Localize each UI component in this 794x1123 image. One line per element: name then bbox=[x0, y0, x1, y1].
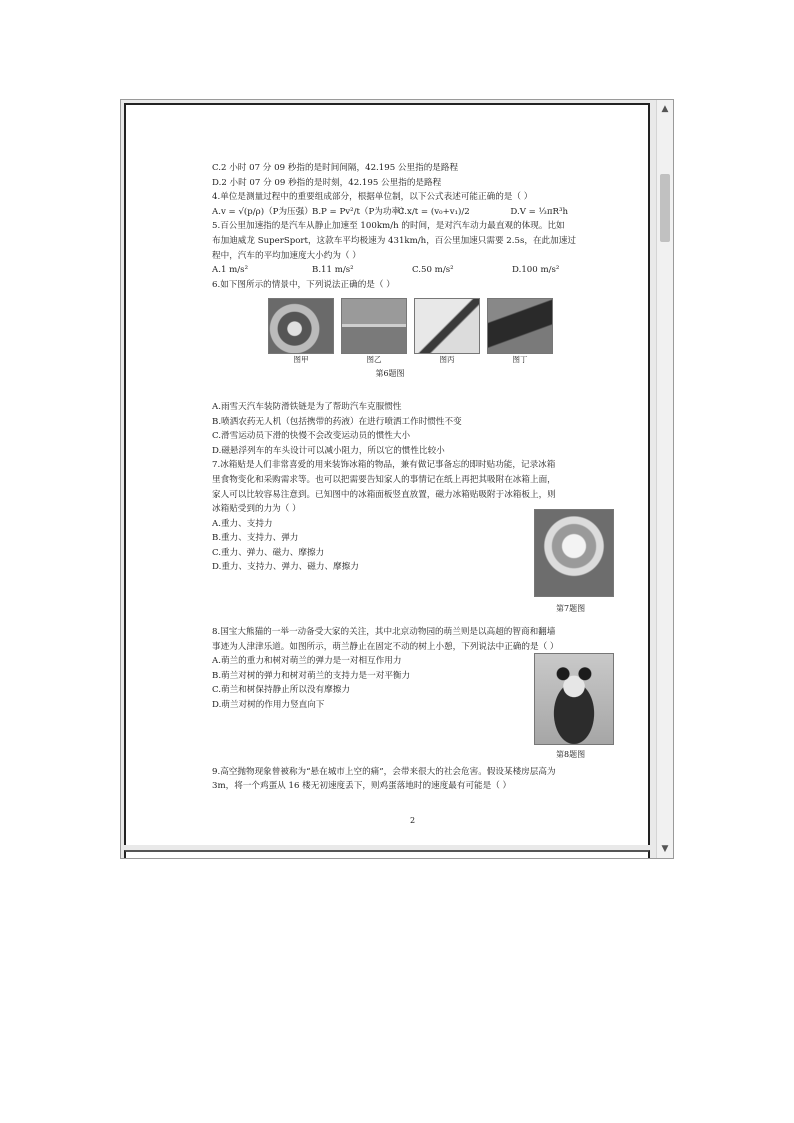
page-number: 2 bbox=[410, 816, 416, 825]
q6-option-b: B.喷洒农药无人机（包括携带的药液）在进行喷洒工作时惯性不变 bbox=[212, 416, 462, 427]
panda-photo bbox=[534, 653, 614, 745]
q6-option-a: A.雨雪天汽车装防滑铁链是为了帮助汽车克服惯性 bbox=[212, 401, 402, 412]
q7-line-3: 家人可以比较容易注意到。已知图中的冰箱面板竖直放置，磁力冰箱贴吸附于冰箱板上，则 bbox=[212, 489, 556, 500]
figure-label: 图乙 bbox=[366, 355, 382, 365]
q3-option-c: C.2 小时 07 分 09 秒指的是时间间隔，42.195 公里指的是路程 bbox=[212, 163, 459, 173]
q7-figure-caption: 第7题图 bbox=[556, 604, 586, 613]
q4-option-c: C.x/t = (v₀+v₁)/2 bbox=[398, 206, 470, 217]
scroll-down-icon[interactable]: ▼ bbox=[661, 844, 669, 854]
q7-option-b: B.重力、支持力、弹力 bbox=[212, 533, 299, 544]
q4-option-b: B.P = Pv²/t（P为功率） bbox=[312, 206, 409, 217]
q7-option-d: D.重力、支持力、弹力、磁力、摩擦力 bbox=[212, 562, 359, 573]
scroll-up-icon[interactable]: ▲ bbox=[661, 104, 669, 114]
q7-option-a: A.重力、支持力 bbox=[212, 518, 273, 529]
q7-line-1: 7.冰箱贴是人们非常喜爱的用来装饰冰箱的物品，兼有做记事备忘的即时贴功能，记录冰箱 bbox=[212, 460, 556, 471]
q6-option-d: D.磁悬浮列车的车头设计可以减小阻力，所以它的惯性比较小 bbox=[212, 445, 445, 456]
q7-option-c: C.重力、弹力、磁力、摩擦力 bbox=[212, 547, 325, 558]
document-page bbox=[124, 103, 650, 845]
skier-photo bbox=[414, 298, 480, 354]
q6-figure-yi bbox=[341, 298, 407, 366]
q8-option-a: A.萌兰的重力和树对萌兰的弹力是一对相互作用力 bbox=[212, 656, 402, 667]
q6-figure-ding bbox=[487, 298, 553, 366]
q8-line-1: 8.国宝大熊猫的一举一动备受大家的关注，其中北京动物园的萌兰则是以高超的智商和翻墙 bbox=[212, 627, 556, 638]
fridge-magnet-photo bbox=[534, 509, 614, 597]
q5-option-d: D.100 m/s² bbox=[512, 265, 560, 276]
q4-option-a: A.v = √(p/ρ)（P为压强） bbox=[212, 206, 313, 217]
q4-option-d: D.V = ⅓πR³h bbox=[510, 206, 568, 217]
scroll-thumb[interactable] bbox=[660, 174, 670, 242]
q6-figure-title: 第6题图 bbox=[375, 369, 405, 379]
q9-line-1: 9.高空抛物现象曾被称为“悬在城市上空的痛”，会带来很大的社会危害。假设某楼房层高为 bbox=[212, 766, 556, 777]
q5-options bbox=[212, 263, 568, 278]
q8-line-2: 事迹为人津津乐道。如图所示，萌兰静止在固定不动的树上小憩，下列说法中正确的是（ ） bbox=[212, 641, 559, 652]
figure-label: 图丁 bbox=[512, 355, 528, 365]
q9-line-2: 3m，将一个鸡蛋从 16 楼无初速度丢下，则鸡蛋落地时的速度最有可能是（ ） bbox=[212, 781, 512, 792]
q8-figure-caption: 第8题图 bbox=[556, 750, 586, 759]
figure-label: 图甲 bbox=[293, 355, 309, 365]
q7-line-4: 冰箱贴受到的力为（ ） bbox=[212, 504, 301, 515]
q5-line-1: 5.百公里加速指的是汽车从静止加速至 100km/h 的时间，是对汽车动力最直观的体现。比如 bbox=[212, 221, 565, 232]
q6-figures bbox=[268, 298, 568, 366]
q5-option-a: A.1 m/s² bbox=[212, 265, 249, 276]
q6-figure-bing bbox=[414, 298, 480, 366]
maglev-train-photo bbox=[487, 298, 553, 354]
q4-stem: 4.单位是测量过程中的重要组成部分，根据单位制，以下公式表述可能正确的是（ ） bbox=[212, 192, 533, 203]
q8-option-d: D.萌兰对树的作用力竖直向下 bbox=[212, 700, 325, 711]
q8-option-b: B.萌兰对树的弹力和树对萌兰的支持力是一对平衡力 bbox=[212, 670, 411, 681]
q6-figure-jia bbox=[268, 298, 334, 366]
q5-line-2: 布加迪威龙 SuperSport，这款车平均极速为 431km/h，百公里加速只需要 2.5s，在此加速过 bbox=[212, 235, 576, 246]
q6-option-c: C.滑雪运动员下滑的快慢不会改变运动员的惯性大小 bbox=[212, 431, 411, 442]
figure-label: 图丙 bbox=[439, 355, 455, 365]
document-viewer[interactable] bbox=[120, 99, 674, 859]
q4-options bbox=[212, 205, 568, 220]
drone-photo bbox=[341, 298, 407, 354]
q8-option-c: C.萌兰和树保持静止所以没有摩擦力 bbox=[212, 685, 350, 696]
q7-line-2: 里食物变化和采购需求等。也可以把需要告知家人的事情记在纸上再把其吸附在冰箱上面， bbox=[212, 474, 556, 485]
vertical-scrollbar[interactable] bbox=[656, 100, 673, 858]
q5-option-b: B.11 m/s² bbox=[312, 265, 354, 276]
next-page-edge bbox=[124, 850, 650, 858]
q6-stem: 6.如下图所示的情景中，下列说法正确的是（ ） bbox=[212, 279, 395, 290]
q5-option-c: C.50 m/s² bbox=[412, 265, 454, 276]
tire-chain-photo bbox=[268, 298, 334, 354]
q3-option-d: D.2 小时 07 分 09 秒指的是时刻，42.195 公里指的是路程 bbox=[212, 177, 442, 188]
q5-line-3: 程中，汽车的平均加速度大小约为（ ） bbox=[212, 250, 361, 261]
